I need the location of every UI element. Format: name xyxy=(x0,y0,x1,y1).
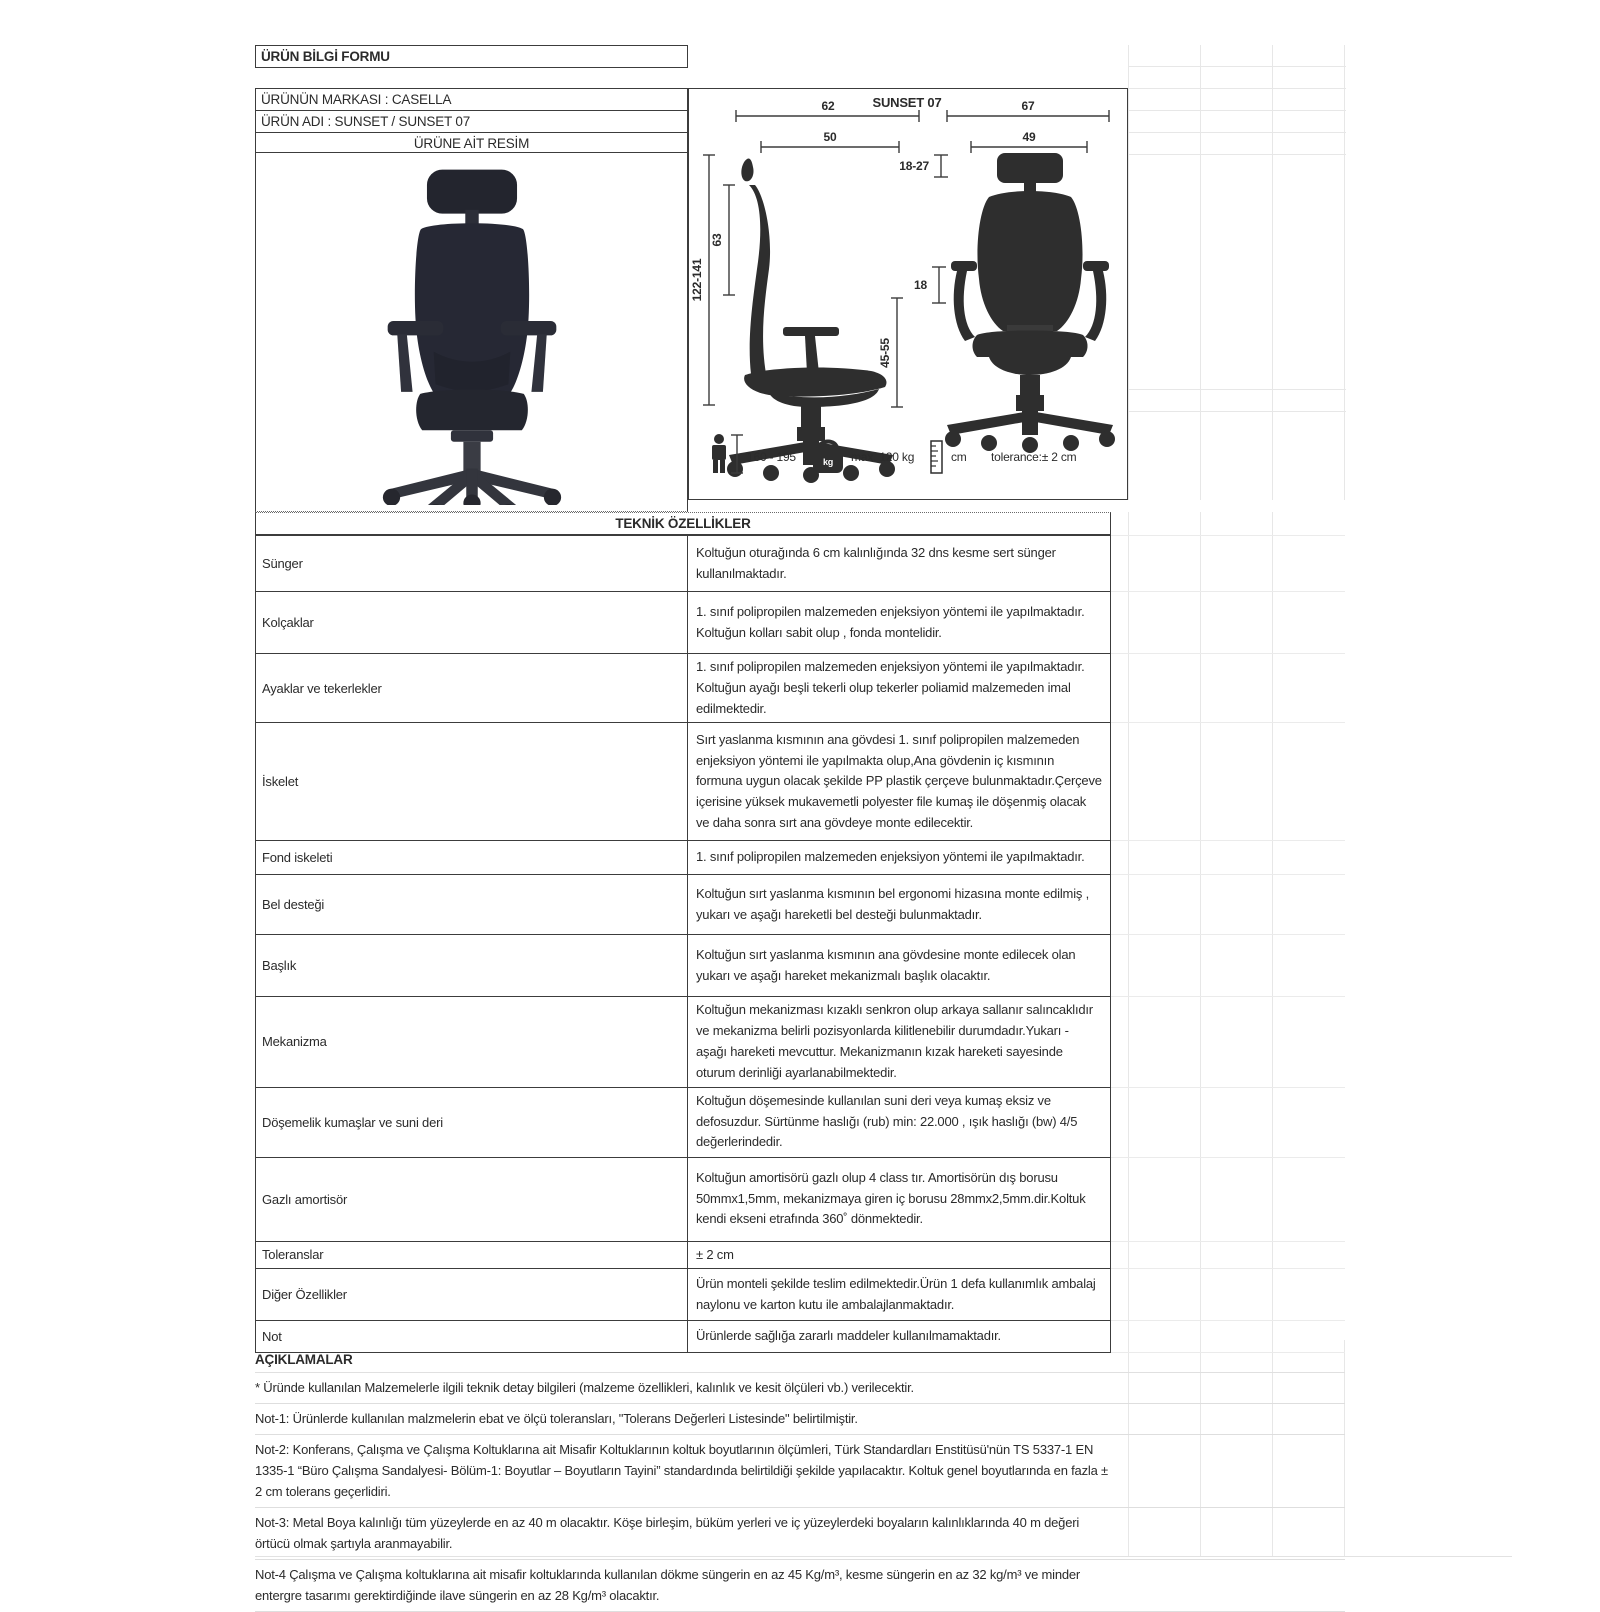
side-dim-total-height: 122-141 xyxy=(690,258,704,302)
grid-extension xyxy=(1111,1269,1345,1321)
spec-description: 1. sınıf polipropilen malzemeden enjeksiyon yöntemi ile yapılmaktadır. Koltuğun ayağı beşli tekerli olup tekerler poliamid malzemeden imal edilmektedir. xyxy=(688,654,1111,723)
spec-label: Fond iskeleti xyxy=(255,841,688,875)
note-line: Not-4 Çalışma ve Çalışma koltuklarına ait misafir koltuklarında kullanılan dökme süngerin en az 45 Kg/m³, kesme süngerin en az 32 kg/m³ ve minder entergre tasarımı gerektirdiğinde ilave süngerin en az 28 Kg/m³ olacaktır. xyxy=(255,1560,1345,1612)
grid-extension xyxy=(1111,1321,1345,1353)
spec-label: Mekanizma xyxy=(255,997,688,1087)
side-dim-seat-height-line xyxy=(891,298,903,407)
grid-extension xyxy=(1111,1158,1345,1242)
spec-description: Sırt yaslanma kısmının ana gövdesi 1. sınıf polipropilen malzemeden enjeksiyon yöntemi ile yapılmakta olup,Ana gövdenin iç kısmının formuna uygun olacak şekilde PP plastik çerçeve bulunmaktadır.Çerçeve içerisine yüksek mukavemetli polyester file kumaş ile döşenmiş olacak ve daha sonra sırt ana gövdeye monte edilecektir. xyxy=(688,723,1111,841)
note-line: Not-3: Metal Boya kalınlığı tüm yüzeylerde en az 40 m olacaktır. Köşe birleşim, büküm yerleri ve iç yüzeylerdeki boyaların kalınlıklarında 40 m değeri örtücü olmak şartıyla aranmayabilir. xyxy=(255,1508,1345,1560)
grid-extension xyxy=(1111,592,1345,654)
front-dim-armrest: 18 xyxy=(914,278,927,292)
note-line: * Üründe kullanılan Malzemelerle ilgili teknik detay bilgileri (malzeme özellikleri, kalınlık ve kesit ölçüleri vb.) verilecektir. xyxy=(255,1373,1345,1404)
grid-extension xyxy=(1111,875,1345,935)
side-dim-total-height-line xyxy=(703,155,715,405)
grid-rows-top xyxy=(1128,45,1346,155)
spec-row xyxy=(255,875,1345,935)
spec-description: 1. sınıf polipropilen malzemeden enjeksiyon yöntemi ile yapılmaktadır. Koltuğun kolları sabit olup , fonda montelidir. xyxy=(688,592,1111,654)
spec-row xyxy=(255,723,1345,841)
spec-row xyxy=(255,654,1345,723)
side-dim-back-height-line xyxy=(723,185,735,295)
spec-row xyxy=(255,841,1345,875)
spec-description: Koltuğun amortisörü gazlı olup 4 class tır. Amortisörün dış borusu 50mmx1,5mm, mekanizmaya giren iç borusu 28mmx2,5mm.dir.Koltuk kendi ekseni etrafında 360˚ dönmektedir. xyxy=(688,1158,1111,1242)
chair-front-view xyxy=(945,153,1115,453)
kg-icon-label: kg xyxy=(822,457,834,467)
grid-extension xyxy=(1111,935,1345,997)
grid-extension xyxy=(1111,723,1345,841)
ruler-icon xyxy=(931,441,942,473)
grid-rows-mid xyxy=(1128,368,1346,433)
max-weight-label: max. 120 kg xyxy=(851,450,915,464)
side-dim-62: 62 xyxy=(821,99,835,113)
spec-row xyxy=(255,1321,1345,1353)
spec-label: Kolçaklar xyxy=(255,592,688,654)
product-photo-chair xyxy=(322,160,622,505)
user-height-label: 160 - 195 xyxy=(747,450,796,464)
grid-extension xyxy=(1111,1088,1345,1158)
dimension-diagram xyxy=(689,89,1127,499)
unit-label: cm xyxy=(951,450,967,464)
spec-description: Koltuğun sırt yaslanma kısmının ana gövdesine monte edilecek olan yukarı ve aşağı hareket mekanizmalı başlık olacaktır. xyxy=(688,935,1111,997)
spec-row xyxy=(255,536,1345,592)
spec-description: Koltuğun sırt yaslanma kısmının bel ergonomi hizasına monte edilmiş , yukarı ve aşağı hareketli bel desteği bulunmaktadır. xyxy=(688,875,1111,935)
front-dim-headrest: 18-27 xyxy=(899,159,929,173)
image-caption-cell: ÜRÜNE AİT RESİM xyxy=(255,132,688,153)
spec-label: Diğer Özellikler xyxy=(255,1269,688,1321)
spec-label: Döşemelik kumaşlar ve suni deri xyxy=(255,1088,688,1158)
dimension-diagram-box xyxy=(688,88,1128,500)
spec-row xyxy=(255,1158,1345,1242)
spec-label: Sünger xyxy=(255,536,688,592)
spec-row xyxy=(255,997,1345,1087)
side-dim-seat-height: 45-55 xyxy=(878,338,892,368)
notes-title: AÇIKLAMALAR xyxy=(255,1352,353,1367)
front-dim-armrest-line xyxy=(932,267,946,303)
spec-label: İskelet xyxy=(255,723,688,841)
spec-description: Koltuğun mekanizması kızaklı senkron olup arkaya sallanır salıncaklıdır ve mekanizma belirli pozisyonlarda kilitlenebilir durumdadır.Yukarı - aşağı hareketi mevcuttur. Mekanizmanın kızak hareketi sayesinde oturum derinliği ayarlanabilmektedir. xyxy=(688,997,1111,1087)
front-dim-67: 67 xyxy=(1021,99,1035,113)
spec-row xyxy=(255,1088,1345,1158)
product-name-cell: ÜRÜN ADI : SUNSET / SUNSET 07 xyxy=(255,110,688,133)
spec-label: Başlık xyxy=(255,935,688,997)
grid-extension xyxy=(1111,654,1345,723)
grid-extension xyxy=(1111,536,1345,592)
tech-specs-table xyxy=(255,536,1345,1353)
brand-cell: ÜRÜNÜN MARKASI : CASELLA xyxy=(255,88,688,111)
spec-label: Gazlı amortisör xyxy=(255,1158,688,1242)
spec-description: Koltuğun oturağında 6 cm kalınlığında 32 dns kesme sert sünger kullanılmaktadır. xyxy=(688,536,1111,592)
tolerance-label: tolerance:± 2 cm xyxy=(991,450,1077,464)
spec-description: Ürünlerde sağlığa zararlı maddeler kullanılmamaktadır. xyxy=(688,1321,1111,1353)
spec-label: Ayaklar ve tekerlekler xyxy=(255,654,688,723)
grid-extension xyxy=(1111,1242,1345,1270)
spec-row xyxy=(255,935,1345,997)
grid-extension xyxy=(1111,997,1345,1087)
notes-list xyxy=(255,1372,1345,1612)
chair-side-view xyxy=(727,158,895,483)
side-dim-back-height: 63 xyxy=(710,233,724,247)
product-photo-box xyxy=(255,152,688,512)
spec-row xyxy=(255,592,1345,654)
spec-description: Koltuğun döşemesinde kullanılan suni deri veya kumaş eksiz ve defosuzdur. Sürtünme haslığı (rub) min: 22.000 , ışık haslığı (bw) 4/5 değerlerindedir. xyxy=(688,1088,1111,1158)
spec-label: Bel desteği xyxy=(255,875,688,935)
note-line: Not-1: Ürünlerde kullanılan malzmelerin ebat ve ölçü toleransları, "Tolerans Değerleri Listesinde" belirtilmiştir. xyxy=(255,1404,1345,1435)
spec-row xyxy=(255,1242,1345,1270)
spec-label: Not xyxy=(255,1321,688,1353)
spec-label: Toleranslar xyxy=(255,1242,688,1270)
spec-description: Ürün monteli şekilde teslim edilmektedir.Ürün 1 defa kullanımlık ambalaj naylonu ve karton kutu ile ambalajlanmaktadır. xyxy=(688,1269,1111,1321)
form-title: ÜRÜN BİLGİ FORMU xyxy=(255,45,688,68)
side-dim-50: 50 xyxy=(823,130,837,144)
tech-header-grid-ext xyxy=(1111,512,1345,536)
note-line: Not-2: Konferans, Çalışma ve Çalışma Koltuklarına ait Misafir Koltuklarının koltuk boyutlarının ölçümleri, Türk Standardları Enstitüsü'nün TS 5337-1 EN 1335-1 “Büro Çalışma Sandalyesi- Bölüm-1: Boyutlar – Boyutların Tayini” standardında belirtildiği şekilde yapılacaktır. Koltuk genel boyutlarında en fazla ± 2 cm tolerans geçerlidiri. xyxy=(255,1435,1345,1508)
spec-description: ± 2 cm xyxy=(688,1242,1111,1270)
diagram-title: SUNSET 07 xyxy=(872,95,942,110)
chair-front-photo xyxy=(383,170,561,505)
spec-row xyxy=(255,1269,1345,1321)
spec-description: 1. sınıf polipropilen malzemeden enjeksiyon yöntemi ile yapılmaktadır. xyxy=(688,841,1111,875)
person-icon xyxy=(712,434,726,473)
tech-specs-header: TEKNİK ÖZELLİKLER xyxy=(255,512,1111,536)
grid-extension xyxy=(1111,841,1345,875)
front-dim-49: 49 xyxy=(1022,130,1036,144)
front-dim-headrest-line xyxy=(934,155,948,177)
